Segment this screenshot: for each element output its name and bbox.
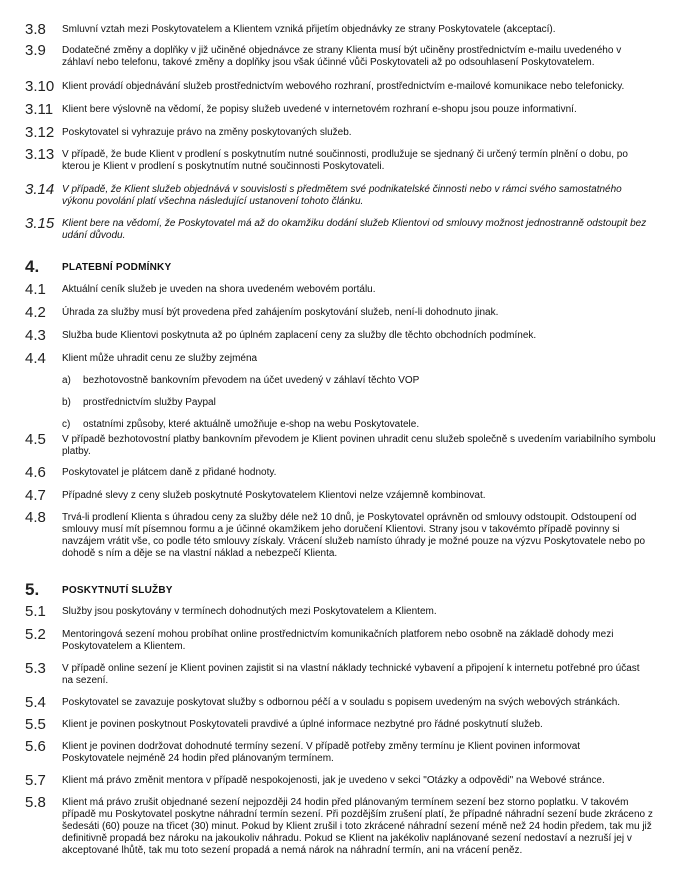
clause-number: 5.5 bbox=[25, 716, 46, 733]
clause-text: Klient bere výslovně na vědomí, že popisy služeb uvedené v internetovém rozhraní e-shopu jsou pouze informativní. bbox=[62, 104, 577, 115]
subclause-text: prostřednictvím služby Paypal bbox=[83, 397, 216, 408]
clause-text: Klient je povinen dodržovat dohodnuté termíny sezení. V případě potřeby změny termínu je Klient povinen informovat Poskytovatele nejméně 24 hodin před plánovaným termínem. bbox=[62, 741, 581, 764]
section-title: POSKYTNUTÍ SLUŽBY bbox=[62, 585, 173, 596]
clause-number: 3.11 bbox=[25, 101, 54, 118]
subclause-label: a) bbox=[62, 375, 71, 386]
clause-text: Trvá-li prodlení Klienta s úhradou ceny za služby déle než 10 dnů, je Poskytovatel oprávněn od smlouvy odstoupit. Odstoupení od smlouvy musí mít písemnou formu a je účinné okamžikem jeho doručení Klientovi. Strany jsou v takovémto případě povinny si navzájem vrátit vše, co podle této smlouvy získaly. Vrácení služeb namísto úhrady je možné pouze na výzvu Poskytovatele nebo po dohodě s ním a děje se na vlastní náklad a nebezpečí Klienta. bbox=[62, 512, 646, 559]
subclause-text: bezhotovostně bankovním převodem na účet uvedený v záhlaví těchto VOP bbox=[83, 375, 420, 386]
clause-number: 4.2 bbox=[25, 304, 46, 321]
clause-text: Klient může uhradit cenu ze služby zejména bbox=[62, 353, 258, 364]
clause-number: 5.2 bbox=[25, 626, 46, 643]
subclause-label: c) bbox=[62, 419, 71, 430]
clause-number: 4.7 bbox=[25, 487, 46, 504]
clause-text: Mentoringová sezení mohou probíhat online prostřednictvím komunikačních platforem nebo osobně na základě dohody mezi Poskytovatelem a Klientem. bbox=[62, 629, 614, 652]
clause-number: 4.8 bbox=[25, 509, 46, 526]
clause-number: 4.1 bbox=[25, 281, 46, 298]
clause-text: Aktuální ceník služeb je uveden na shora uvedeném webovém portálu. bbox=[62, 284, 376, 295]
clause-number: 4.3 bbox=[25, 327, 46, 344]
clause-number: 4.4 bbox=[25, 350, 46, 367]
clause-number: 4.5 bbox=[25, 431, 46, 448]
subclause-text: ostatními způsoby, které aktuálně umožňuje e-shop na webu Poskytovatele. bbox=[83, 419, 420, 430]
clause-number: 3.10 bbox=[25, 78, 55, 95]
clause-text: Smluvní vztah mezi Poskytovatelem a Klientem vzniká přijetím objednávky ze strany Poskytovatele (akceptací). bbox=[62, 24, 556, 35]
clause-number: 5.1 bbox=[25, 603, 46, 620]
clause-text: Poskytovatel si vyhrazuje právo na změny poskytovaných služeb. bbox=[62, 127, 352, 138]
clause-number: 3.15 bbox=[25, 215, 55, 232]
clause-number: 3.9 bbox=[25, 42, 46, 59]
clause-text: V případě, že Klient služeb objednává v souvislosti s předmětem své podnikatelské činnosti nebo v rámci svého samostatného výkonu povolání platí všechna následující ustanovení tohoto článku. bbox=[62, 184, 622, 207]
clause-text: Klient má právo zrušit objednané sezení nejpozději 24 hodin před plánovaným termínem sezení bez storno poplatku. V takovém případě mu Poskytovatel poskytne náhradní termín sezení. Při pozdějším zrušení platí, že případné náhradní sezení bude zkráceno z šedesáti (60) pouze na třicet (30) minut. Pokud by Klient zrušil i toto zkrácené náhradní sezení méně než 24 hodin předem, tak mu již definitivně propadá bez nároku na jakoukoliv náhradu. Pokud se Klient na jakékoliv naplánované sezení nedostaví a nezruší jej v akceptované lhůtě, tak mu toto sezení propadá a nemá nárok na náhradní termín, ani na vrácení peněz. bbox=[62, 797, 653, 856]
section-number: 5. bbox=[25, 580, 40, 599]
clause-number: 4.6 bbox=[25, 464, 46, 481]
clause-text: Klient je povinen poskytnout Poskytovateli pravdivé a úplné informace nezbytné pro řádné poskytnutí služeb. bbox=[62, 719, 543, 730]
clause-text: Klient provádí objednávání služeb prostřednictvím webového rozhraní, prostřednictvím e-mailové komunikace nebo telefonicky. bbox=[62, 81, 625, 92]
clause-text: Služby jsou poskytovány v termínech dohodnutých mezi Poskytovatelem a Klientem. bbox=[62, 606, 437, 617]
clause-number: 5.4 bbox=[25, 694, 46, 711]
clause-text: Dodatečné změny a doplňky v již učiněné objednávce ze strany Klienta musí být učiněny prostřednictvím e-mailu uvedeného v záhlaví nebo telefonu, takové změny a doplňky jsou však účinné vůči Poskytovateli až po odsouhlasení Poskytovatelem. bbox=[62, 45, 622, 68]
clause-text: V případě bezhotovostní platby bankovním převodem je Klient povinen uhradit cenu služeb společně s uvedením variabilního symbolu platby. bbox=[62, 434, 656, 457]
subclause-label: b) bbox=[62, 397, 71, 408]
clause-text: V případě, že bude Klient v prodlení s poskytnutím nutné součinnosti, prodlužuje se sjednaný či určený termín plnění o dobu, po kterou je Klient v prodlení s poskytnutím nutné součinnosti Poskytovateli. bbox=[62, 149, 628, 172]
clause-number: 3.8 bbox=[25, 21, 46, 38]
clause-number: 5.6 bbox=[25, 738, 46, 755]
clause-number: 5.3 bbox=[25, 660, 46, 677]
clause-number: 5.7 bbox=[25, 772, 46, 789]
clause-text: Klient má právo změnit mentora v případě nespokojenosti, jak je uvedeno v sekci "Otázky a odpovědi" na Webové stránce. bbox=[62, 775, 605, 786]
clause-text: Služba bude Klientovi poskytnuta až po úplném zaplacení ceny za služby dle těchto obchodních podmínek. bbox=[62, 330, 537, 341]
clause-text: Případné slevy z ceny služeb poskytnuté Poskytovatelem Klientovi nelze vzájemně kombinovat. bbox=[62, 490, 486, 501]
clause-text: V případě online sezení je Klient povinen zajistit si na vlastní náklady technické vybavení a připojení k internetu potřebné pro účast na sezení. bbox=[62, 663, 640, 686]
clause-text: Poskytovatel je plátcem daně z přidané hodnoty. bbox=[62, 467, 277, 478]
clause-number: 3.13 bbox=[25, 146, 55, 163]
clause-text: Klient bere na vědomí, že Poskytovatel má až do okamžiku dodání služeb Klientovi od smlouvy možnost jednostranně odstoupit bez udání důvodu. bbox=[62, 218, 647, 241]
section-title: PLATEBNÍ PODMÍNKY bbox=[62, 262, 172, 273]
clause-number: 5.8 bbox=[25, 794, 46, 811]
clause-number: 3.14 bbox=[25, 181, 55, 198]
section-number: 4. bbox=[25, 257, 40, 276]
clause-text: Úhrada za služby musí být provedena před zahájením poskytování služeb, není-li dohodnuto jinak. bbox=[62, 307, 499, 318]
clause-text: Poskytovatel se zavazuje poskytovat služby s odbornou péčí a v souladu s popisem uvedeným na svých webových stránkách. bbox=[62, 697, 621, 708]
clause-number: 3.12 bbox=[25, 124, 55, 141]
